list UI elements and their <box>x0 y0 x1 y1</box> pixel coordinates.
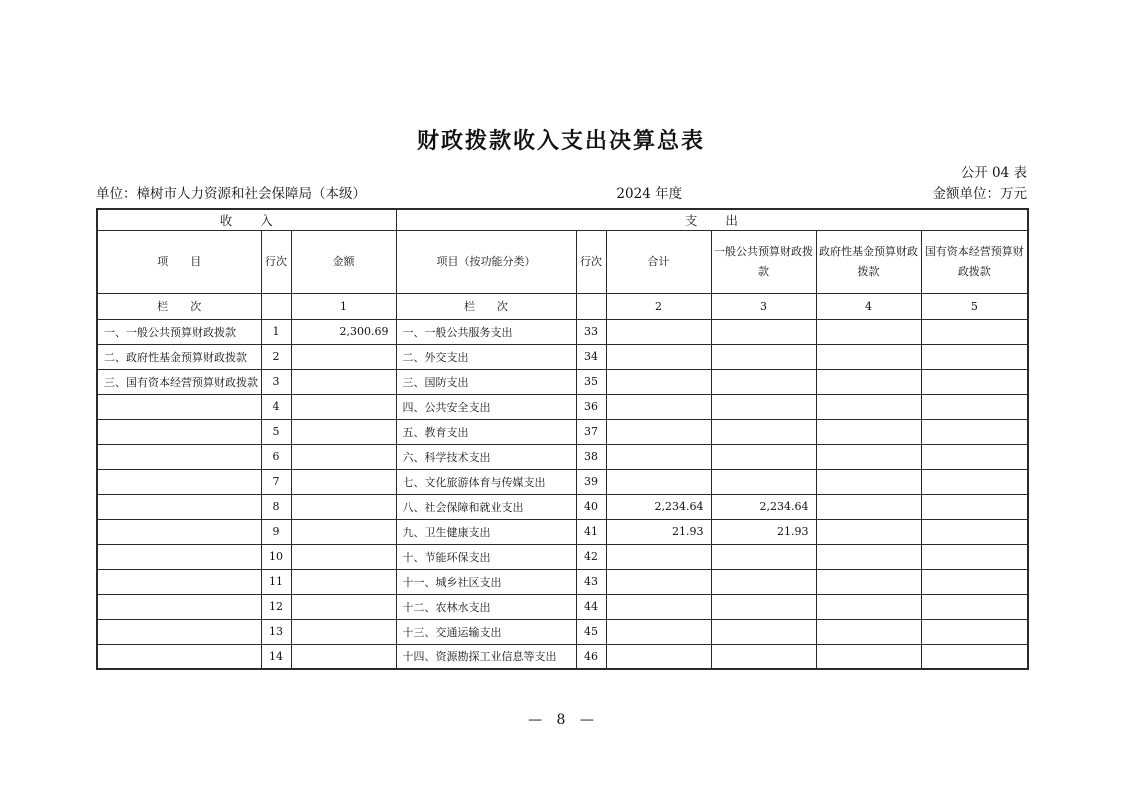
income-rowno-cell: 9 <box>261 519 291 544</box>
income-lanci-label: 栏 次 <box>97 293 261 319</box>
state-capital-budget-cell <box>921 419 1028 444</box>
state-capital-budget-header: 国有资本经营预算财政拨款 <box>921 230 1028 293</box>
income-rowno-cell: 11 <box>261 569 291 594</box>
total-cell <box>606 394 711 419</box>
state-capital-budget-cell <box>921 594 1028 619</box>
income-item-cell: 三、国有资本经营预算财政拨款 <box>97 369 261 394</box>
expense-rowno-cell: 37 <box>576 419 606 444</box>
state-capital-budget-cell <box>921 544 1028 569</box>
total-cell <box>606 369 711 394</box>
total-cell <box>606 469 711 494</box>
expense-rowno-cell: 43 <box>576 569 606 594</box>
income-section-header: 收 入 <box>97 209 396 230</box>
income-amount-cell <box>291 544 396 569</box>
general-public-budget-cell <box>711 619 816 644</box>
state-capital-budget-cell <box>921 319 1028 344</box>
income-item-cell <box>97 469 261 494</box>
expense-section-header: 支 出 <box>396 209 1028 230</box>
total-cell <box>606 419 711 444</box>
gov-fund-budget-cell <box>816 594 921 619</box>
income-rowno-cell: 4 <box>261 394 291 419</box>
expense-item-cell: 十四、资源勘探工业信息等支出 <box>396 644 576 669</box>
expense-item-cell: 八、社会保障和就业支出 <box>396 494 576 519</box>
income-item-cell <box>97 619 261 644</box>
general-public-budget-cell <box>711 469 816 494</box>
income-item-cell <box>97 519 261 544</box>
table-row <box>97 544 1028 569</box>
income-item-cell <box>97 594 261 619</box>
total-cell: 2,234.64 <box>606 494 711 519</box>
column-index-row <box>97 293 1028 319</box>
state-capital-budget-cell <box>921 569 1028 594</box>
expense-rowno-cell: 40 <box>576 494 606 519</box>
expense-rowno-cell: 46 <box>576 644 606 669</box>
income-item-header: 项 目 <box>97 230 261 293</box>
table-row <box>97 519 1028 544</box>
gov-fund-budget-cell <box>816 319 921 344</box>
total-header: 合计 <box>606 230 711 293</box>
income-rowno-cell: 2 <box>261 344 291 369</box>
column-index-4: 4 <box>816 293 921 319</box>
table-code-label: 公开 04 表 <box>960 165 1027 181</box>
income-item-cell <box>97 394 261 419</box>
income-lanci-blank <box>261 293 291 319</box>
income-item-cell <box>97 444 261 469</box>
expense-rowno-cell: 36 <box>576 394 606 419</box>
expense-item-cell: 三、国防支出 <box>396 369 576 394</box>
income-amount-cell <box>291 444 396 469</box>
expense-rowno-cell: 34 <box>576 344 606 369</box>
expense-lanci-label: 栏 次 <box>396 293 576 319</box>
income-rowno-cell: 10 <box>261 544 291 569</box>
column-header-row <box>97 230 1028 293</box>
income-rowno-cell: 5 <box>261 419 291 444</box>
expense-item-cell: 四、公共安全支出 <box>396 394 576 419</box>
gov-fund-budget-cell <box>816 394 921 419</box>
income-amount-cell <box>291 494 396 519</box>
column-index-5: 5 <box>921 293 1028 319</box>
table-row <box>97 594 1028 619</box>
expense-item-header: 项目（按功能分类） <box>396 230 576 293</box>
gov-fund-budget-cell <box>816 344 921 369</box>
income-amount-cell <box>291 469 396 494</box>
income-item-cell <box>97 494 261 519</box>
general-public-budget-cell: 2,234.64 <box>711 494 816 519</box>
gov-fund-budget-cell <box>816 494 921 519</box>
expense-item-cell: 二、外交支出 <box>396 344 576 369</box>
income-amount-cell <box>291 619 396 644</box>
expense-item-cell: 十二、农林水支出 <box>396 594 576 619</box>
column-index-1: 1 <box>291 293 396 319</box>
table-row <box>97 394 1028 419</box>
income-amount-cell <box>291 344 396 369</box>
total-cell <box>606 544 711 569</box>
table-row <box>97 419 1028 444</box>
total-cell <box>606 644 711 669</box>
general-public-budget-cell: 21.93 <box>711 519 816 544</box>
expense-item-cell: 十三、交通运输支出 <box>396 619 576 644</box>
general-public-budget-cell <box>711 394 816 419</box>
unit-label: 单位：樟树市人力资源和社会保障局（本级） <box>96 186 366 202</box>
general-public-budget-cell <box>711 569 816 594</box>
state-capital-budget-cell <box>921 394 1028 419</box>
income-item-cell <box>97 419 261 444</box>
expense-item-cell: 七、文化旅游体育与传媒支出 <box>396 469 576 494</box>
amount-header: 金额 <box>291 230 396 293</box>
income-rowno-cell: 3 <box>261 369 291 394</box>
income-rowno-cell: 7 <box>261 469 291 494</box>
total-cell <box>606 344 711 369</box>
state-capital-budget-cell <box>921 369 1028 394</box>
table-row <box>97 444 1028 469</box>
meta-row <box>96 182 1027 202</box>
income-item-cell <box>97 644 261 669</box>
gov-fund-budget-cell <box>816 369 921 394</box>
table-row <box>97 619 1028 644</box>
table-row <box>97 494 1028 519</box>
income-rowno-cell: 8 <box>261 494 291 519</box>
general-public-budget-header: 一般公共预算财政拨款 <box>711 230 816 293</box>
gov-fund-budget-cell <box>816 444 921 469</box>
expense-item-cell: 一、一般公共服务支出 <box>396 319 576 344</box>
total-cell <box>606 319 711 344</box>
income-rowno-header: 行次 <box>261 230 291 293</box>
income-item-cell <box>97 569 261 594</box>
income-rowno-cell: 14 <box>261 644 291 669</box>
gov-fund-budget-cell <box>816 619 921 644</box>
expense-rowno-cell: 45 <box>576 619 606 644</box>
amount-unit-label: 金额单位：万元 <box>932 186 1027 202</box>
income-amount-cell <box>291 644 396 669</box>
gov-fund-budget-header: 政府性基金预算财政拨款 <box>816 230 921 293</box>
table-row <box>97 644 1028 669</box>
total-cell <box>606 594 711 619</box>
gov-fund-budget-cell <box>816 544 921 569</box>
expense-rowno-cell: 38 <box>576 444 606 469</box>
gov-fund-budget-cell <box>816 569 921 594</box>
income-rowno-cell: 12 <box>261 594 291 619</box>
income-amount-cell <box>291 519 396 544</box>
expense-rowno-cell: 42 <box>576 544 606 569</box>
gov-fund-budget-cell <box>816 519 921 544</box>
state-capital-budget-cell <box>921 344 1028 369</box>
total-cell <box>606 569 711 594</box>
page-number: — 8 — <box>528 712 594 728</box>
general-public-budget-cell <box>711 544 816 569</box>
expense-item-cell: 十、节能环保支出 <box>396 544 576 569</box>
column-index-2: 2 <box>606 293 711 319</box>
income-amount-cell <box>291 569 396 594</box>
general-public-budget-cell <box>711 444 816 469</box>
expense-item-cell: 九、卫生健康支出 <box>396 519 576 544</box>
expense-item-cell: 六、科学技术支出 <box>396 444 576 469</box>
general-public-budget-cell <box>711 344 816 369</box>
state-capital-budget-cell <box>921 644 1028 669</box>
income-item-cell: 一、一般公共预算财政拨款 <box>97 319 261 344</box>
table-row <box>97 369 1028 394</box>
income-item-cell <box>97 544 261 569</box>
income-rowno-cell: 6 <box>261 444 291 469</box>
expense-item-cell: 五、教育支出 <box>396 419 576 444</box>
expense-rowno-cell: 41 <box>576 519 606 544</box>
income-rowno-cell: 13 <box>261 619 291 644</box>
general-public-budget-cell <box>711 369 816 394</box>
table-row <box>97 344 1028 369</box>
income-amount-cell <box>291 394 396 419</box>
state-capital-budget-cell <box>921 619 1028 644</box>
expense-rowno-cell: 33 <box>576 319 606 344</box>
table-row <box>97 319 1028 344</box>
general-public-budget-cell <box>711 419 816 444</box>
expense-lanci-blank <box>576 293 606 319</box>
state-capital-budget-cell <box>921 519 1028 544</box>
state-capital-budget-cell <box>921 494 1028 519</box>
income-amount-cell: 2,300.69 <box>291 319 396 344</box>
general-public-budget-cell <box>711 644 816 669</box>
total-cell <box>606 619 711 644</box>
expense-rowno-header: 行次 <box>576 230 606 293</box>
table-row <box>97 469 1028 494</box>
general-public-budget-cell <box>711 594 816 619</box>
income-amount-cell <box>291 594 396 619</box>
total-cell <box>606 444 711 469</box>
gov-fund-budget-cell <box>816 469 921 494</box>
fiscal-year-label: 2024 年度 <box>616 186 683 202</box>
general-public-budget-cell <box>711 319 816 344</box>
table-row <box>97 569 1028 594</box>
fiscal-appropriation-table <box>96 208 1029 670</box>
expense-rowno-cell: 39 <box>576 469 606 494</box>
expense-rowno-cell: 35 <box>576 369 606 394</box>
income-amount-cell <box>291 419 396 444</box>
income-rowno-cell: 1 <box>261 319 291 344</box>
expense-rowno-cell: 44 <box>576 594 606 619</box>
income-amount-cell <box>291 369 396 394</box>
section-header-row <box>97 209 1028 230</box>
column-index-3: 3 <box>711 293 816 319</box>
expense-item-cell: 十一、城乡社区支出 <box>396 569 576 594</box>
income-item-cell: 二、政府性基金预算财政拨款 <box>97 344 261 369</box>
state-capital-budget-cell <box>921 444 1028 469</box>
page-title: 财政拨款收入支出决算总表 <box>416 128 705 153</box>
gov-fund-budget-cell <box>816 644 921 669</box>
gov-fund-budget-cell <box>816 419 921 444</box>
state-capital-budget-cell <box>921 469 1028 494</box>
total-cell: 21.93 <box>606 519 711 544</box>
